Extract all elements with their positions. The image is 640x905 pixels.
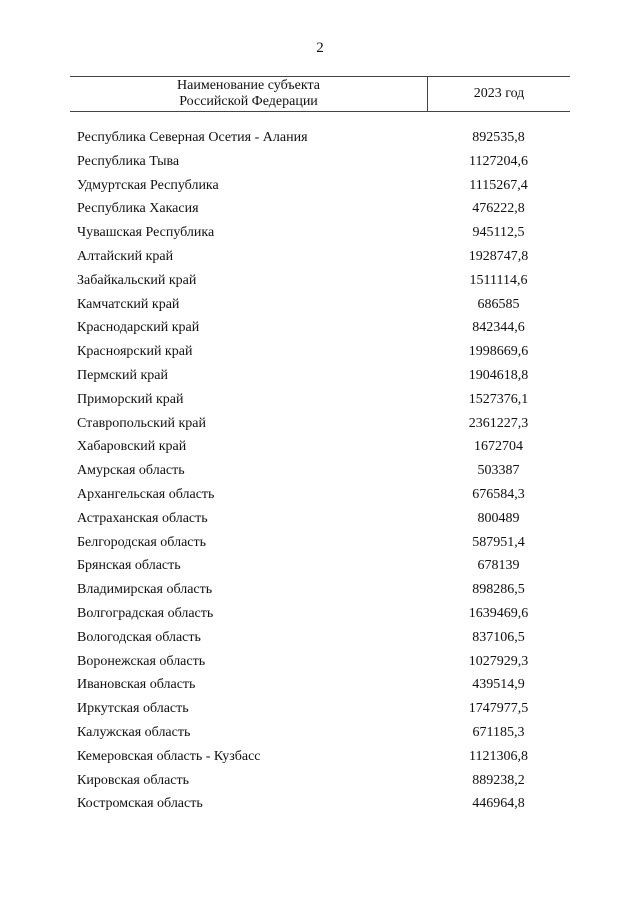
table-row [0,697,640,721]
table-row [0,769,640,793]
year-value: 1511114,6 [469,272,528,288]
year-value: 678139 [477,558,520,574]
subject-name: Забайкальский край [77,272,197,288]
table-row [0,293,640,317]
year-value: 1115267,4 [469,177,528,193]
table-row [0,459,640,483]
subject-name: Красноярский край [77,344,193,360]
table-row [0,507,640,531]
year-value: 898286,5 [472,582,525,598]
subject-name: Вологодская область [77,629,201,645]
year-value: 1904618,8 [468,367,529,383]
subject-name: Белгородская область [77,534,207,550]
table-row [0,578,640,602]
table-row [0,531,640,555]
table-row [0,388,640,412]
subject-name: Чувашская Республика [77,225,215,241]
year-value: 1121306,8 [469,748,528,764]
year-value: 1928747,8 [468,248,529,264]
table-row [0,554,640,578]
year-value: 892535,8 [472,130,525,145]
subject-name: Удмуртская Республика [77,177,219,193]
year-value: 1998669,6 [468,344,529,360]
subject-name: Амурская область [77,463,185,479]
year-value: 439514,9 [472,677,525,693]
table-row [0,412,640,436]
subject-name: Пермский край [77,367,168,383]
subject-name: Иркутская область [77,701,189,717]
subject-name: Камчатский край [77,296,180,312]
table-row [0,150,640,174]
year-value: 837106,5 [472,629,525,645]
subject-name: Ставропольский край [77,415,206,431]
subject-name-header-line1: Наименование субъекта [177,78,320,93]
table-row [0,340,640,364]
table-row [0,435,640,459]
subject-name: Архангельская область [77,486,215,502]
subject-name: Республика Северная Осетия - Алания [77,130,308,145]
year-value: 1127204,6 [469,153,528,169]
page-number: 2 [316,40,324,56]
subject-name: Республика Хакасия [77,201,199,217]
table-row [0,650,640,674]
year-column-header: 2023 год [473,86,525,101]
table-row [0,745,640,769]
table-row [0,792,640,816]
year-value: 476222,8 [472,201,525,217]
table-header [70,76,570,112]
year-value: 800489 [477,510,520,526]
year-value: 1027929,3 [468,653,529,669]
subject-name: Владимирская область [77,582,213,598]
year-value: 1747977,5 [468,701,529,717]
subject-name: Астраханская область [77,510,208,526]
table-row [0,316,640,340]
subject-name: Кировская область [77,772,190,788]
table-row [0,197,640,221]
subject-name-column-header [70,77,428,111]
year-value: 446964,8 [472,796,525,812]
subject-name: Краснодарский край [77,320,200,336]
table-row [0,626,640,650]
year-value: 686585 [477,296,520,312]
table-row [0,221,640,245]
table-row [0,364,640,388]
subject-name: Волгоградская область [77,605,214,621]
year-value: 1672704 [474,439,523,455]
table-row [0,602,640,626]
year-value: 842344,6 [472,320,525,336]
year-value: 2361227,3 [468,415,529,431]
year-value: 1639469,6 [468,605,529,621]
table-body [0,126,640,816]
table-row [0,269,640,293]
subject-name: Костромская область [77,796,203,812]
year-value: 1527376,1 [468,391,529,407]
table-row [0,245,640,269]
year-value: 945112,5 [472,225,525,241]
subject-name: Республика Тыва [77,153,180,169]
year-value: 671185,3 [472,724,525,740]
table-row [0,483,640,507]
subject-name: Кемеровская область - Кузбасс [77,748,261,764]
subject-name: Приморский край [77,391,184,407]
table-row [0,673,640,697]
table-row [0,126,640,150]
subject-name: Калужская область [77,724,191,740]
year-value: 889238,2 [472,772,525,788]
subject-name-header-line2: Российской Федерации [179,94,318,109]
subject-name: Ивановская область [77,677,196,693]
table-row [0,721,640,745]
year-value: 503387 [477,463,520,479]
subject-name: Брянская область [77,558,181,574]
subject-name: Алтайский край [77,248,174,264]
year-value: 587951,4 [472,534,525,550]
year-value: 676584,3 [472,486,525,502]
subject-name: Хабаровский край [77,439,187,455]
table-row [0,174,640,198]
subject-name: Воронежская область [77,653,206,669]
